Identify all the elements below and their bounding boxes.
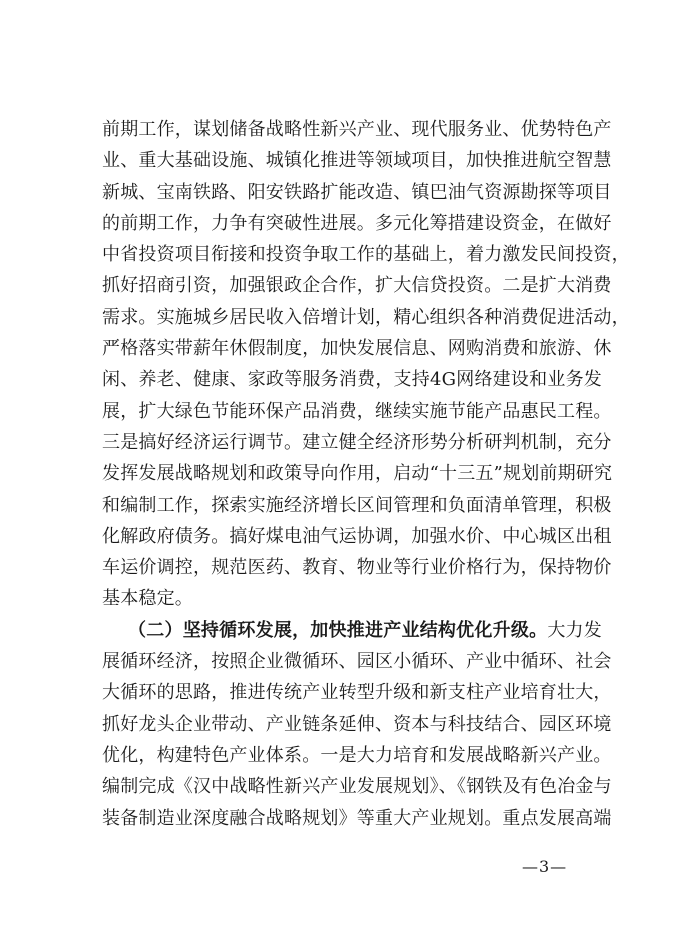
document-body <box>102 114 630 834</box>
paragraph-1 <box>102 114 630 615</box>
text-line: 车运价调控，规范医药、教育、物业等行业价格行为，保持物价 <box>102 557 612 579</box>
page-number: —3— <box>522 857 568 876</box>
text-line: 业、重大基础设施、城镇化推进等领域项目，加快推进航空智慧 <box>102 150 612 172</box>
text-line: 抓好招商引资，加强银政企合作，扩大信贷投资。二是扩大消费 <box>102 275 612 297</box>
text-line: 严格落实带薪年休假制度，加快发展信息、网购消费和旅游、休 <box>102 338 612 360</box>
section-heading: （二）坚持循环发展，加快推进产业结构优化升级。 <box>128 619 548 641</box>
text-line: 编制完成《汉中战略性新兴产业发展规划》、《钢铁及有色冶金与 <box>102 776 612 798</box>
text-line: 装备制造业深度融合战略规划》等重大产业规划。重点发展高端 <box>102 807 612 829</box>
text-line: 闲、养老、健康、家政等服务消费，支持4G网络建设和业务发 <box>102 369 602 391</box>
text-line: 展循环经济，按照企业微循环、园区小循环、产业中循环、社会 <box>102 651 612 673</box>
text-line: 展，扩大绿色节能环保产品消费，继续实施节能产品惠民工程。 <box>102 400 612 422</box>
text-line: 需求。实施城乡居民收入倍增计划，精心组织各种消费促进活动， <box>102 306 630 328</box>
text-line: 优化，构建特色产业体系。一是大力培育和发展战略新兴产业。 <box>102 744 612 766</box>
text-line: 的前期工作，力争有突破性进展。多元化筹措建设资金，在做好 <box>102 212 612 234</box>
text-run: 大力发 <box>547 619 602 641</box>
text-line: 中省投资项目衔接和投资争取工作的基础上，着力激发民间投资， <box>102 244 630 266</box>
text-line: 发挥发展战略规划和政策导向作用，启动“十三五”规划前期研究 <box>102 463 613 485</box>
text-line: 大循环的思路，推进传统产业转型升级和新支柱产业培育壮大， <box>102 682 612 704</box>
text-line: 新城、宝南铁路、阳安铁路扩能改造、镇巴油气资源勘探等项目 <box>102 181 612 203</box>
text-line: 三是搞好经济运行调节。建立健全经济形势分析研判机制，充分 <box>102 431 612 453</box>
text-line: 抓好龙头企业带动、产业链条延伸、资本与科技结合、园区环境 <box>102 713 612 735</box>
text-line: 基本稳定。 <box>102 588 193 610</box>
text-line: 和编制工作，探索实施经济增长区间管理和负面清单管理，积极 <box>102 494 612 516</box>
text-line: 化解政府债务。搞好煤电油气运协调，加强水价、中心城区出租 <box>102 525 612 547</box>
paragraph-2 <box>102 615 612 834</box>
text-line: 前期工作，谋划储备战略性新兴产业、现代服务业、优势特色产 <box>102 119 612 140</box>
text-line <box>102 615 602 646</box>
